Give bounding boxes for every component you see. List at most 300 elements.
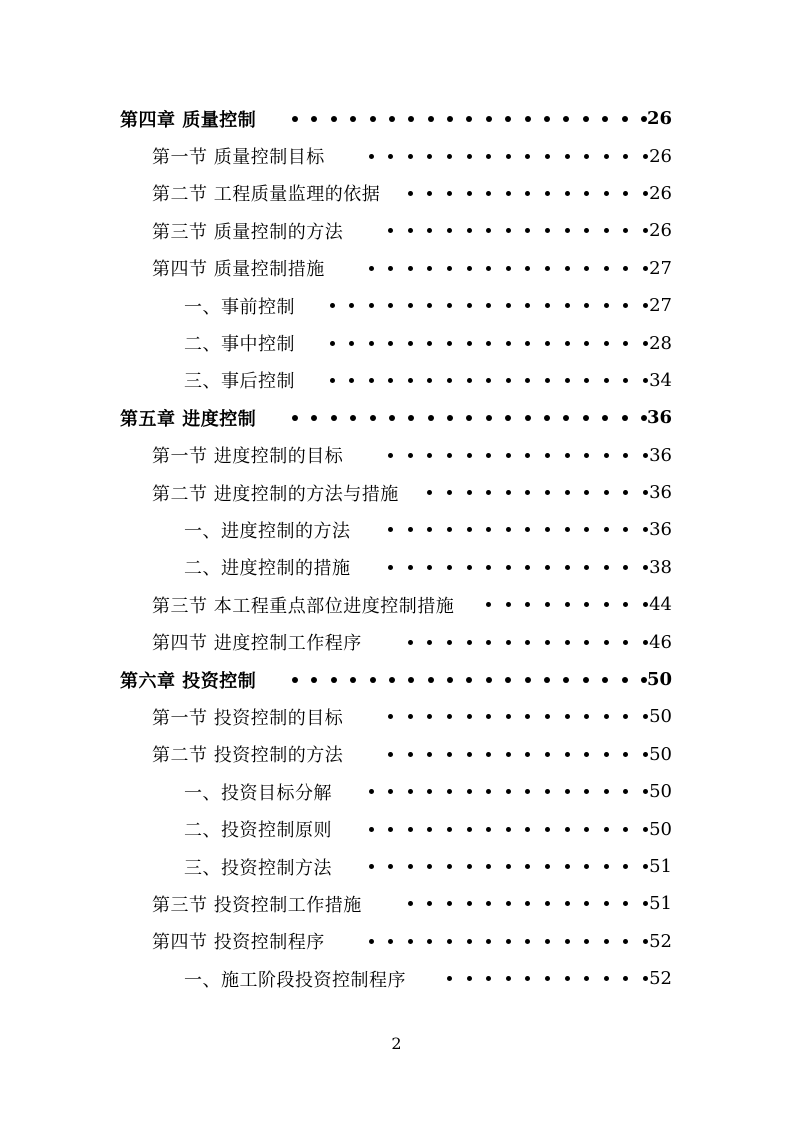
leader-dot (486, 527, 491, 532)
leader-dot (545, 901, 550, 906)
leader-dot (486, 341, 491, 346)
leader-dot (467, 565, 472, 570)
leader-dot (525, 602, 530, 607)
leader-dot (388, 228, 393, 233)
leader-dot (388, 939, 393, 944)
leader-dot (623, 154, 628, 159)
leader-dot (623, 640, 628, 645)
leader-dot (447, 527, 452, 532)
leader-dot (545, 939, 550, 944)
leader-dot (506, 752, 511, 757)
toc-entry-page-number: 51 (649, 893, 672, 915)
leader-dot (467, 976, 472, 981)
leader-dot (545, 303, 550, 308)
toc-entry-title: 第二节 进度控制的方法与措施 (152, 483, 399, 505)
leader-dot (486, 490, 491, 495)
leader-dot (506, 527, 511, 532)
leader-dot (563, 116, 569, 122)
leader-dot (545, 752, 550, 757)
leader-dot (545, 827, 550, 832)
leader-dot (563, 415, 569, 421)
toc-entry-page-number: 26 (649, 220, 672, 242)
leader-dot (408, 191, 413, 196)
leader-dot (467, 714, 472, 719)
leader-dot (427, 714, 432, 719)
leader-dot (604, 864, 609, 869)
leader-dot (545, 191, 550, 196)
leader-dot (408, 228, 413, 233)
dot-leader (337, 137, 648, 174)
leader-dot (545, 976, 550, 981)
leader-dot (447, 714, 452, 719)
leader-dot (408, 341, 413, 346)
leader-dot (350, 116, 356, 122)
toc-entry-page-number: 50 (649, 818, 672, 840)
leader-dot (408, 714, 413, 719)
toc-entry-page-number: 50 (649, 706, 672, 728)
leader-dot (447, 453, 452, 458)
leader-dot (408, 565, 413, 570)
leader-dot (292, 415, 298, 421)
leader-dot (545, 864, 550, 869)
leader-dot (466, 415, 472, 421)
leader-dot (506, 976, 511, 981)
leader-dot (369, 378, 374, 383)
toc-entry-chapter[interactable] (0, 399, 793, 436)
toc-entry-section[interactable] (0, 250, 793, 287)
toc-entry-title: 第一节 质量控制目标 (152, 147, 325, 169)
leader-dot (623, 228, 628, 233)
leader-dot (388, 527, 393, 532)
leader-dot (408, 116, 414, 122)
leader-dot (623, 752, 628, 757)
toc-entry-subsection[interactable] (0, 960, 793, 997)
leader-dot (486, 378, 491, 383)
leader-dot (584, 602, 589, 607)
leader-dot (467, 864, 472, 869)
leader-dot (525, 116, 531, 122)
leader-dot (505, 415, 511, 421)
leader-dot (447, 976, 452, 981)
leader-dot (525, 266, 530, 271)
leader-dot (486, 939, 491, 944)
leader-dot (427, 640, 432, 645)
dot-leader (363, 549, 649, 586)
leader-dot (388, 752, 393, 757)
dot-leader (374, 623, 648, 660)
leader-dot (408, 939, 413, 944)
toc-entry-subsection[interactable] (0, 362, 793, 399)
leader-dot (486, 415, 492, 421)
leader-dot (604, 341, 609, 346)
toc-entry-section[interactable] (0, 885, 793, 922)
leader-dot (428, 677, 434, 683)
leader-dot (408, 864, 413, 869)
leader-dot (565, 490, 570, 495)
leader-dot (604, 602, 609, 607)
leader-dot (447, 565, 452, 570)
toc-entry-section[interactable] (0, 437, 793, 474)
leader-dot (467, 453, 472, 458)
leader-dot (389, 116, 395, 122)
leader-dot (486, 303, 491, 308)
toc-entry-subsection[interactable] (0, 773, 793, 810)
leader-dot (486, 640, 491, 645)
leader-dot (584, 341, 589, 346)
toc-entry-section[interactable] (0, 586, 793, 623)
leader-dot (584, 228, 589, 233)
leader-dot (408, 827, 413, 832)
leader-dot (447, 378, 452, 383)
leader-dot (486, 266, 491, 271)
leader-dot (604, 714, 609, 719)
leader-dot (604, 228, 609, 233)
leader-dot (565, 789, 570, 794)
leader-dot (388, 827, 393, 832)
leader-dot (584, 640, 589, 645)
toc-entry-title: 第四节 进度控制工作程序 (152, 633, 362, 655)
toc-entry-title: 二、投资控制原则 (184, 820, 332, 842)
leader-dot (408, 378, 413, 383)
toc-entry-title: 二、进度控制的措施 (184, 558, 351, 580)
leader-dot (350, 415, 356, 421)
leader-dot (623, 378, 628, 383)
leader-dot (623, 341, 628, 346)
leader-dot (350, 677, 356, 683)
leader-dot (506, 714, 511, 719)
toc-entry-subsection[interactable] (0, 511, 793, 548)
leader-dot (545, 490, 550, 495)
leader-dot (311, 677, 317, 683)
leader-dot (525, 640, 530, 645)
dot-leader (355, 212, 648, 249)
leader-dot (506, 378, 511, 383)
toc-entry-title: 第五章 进度控制 (120, 408, 257, 430)
toc-entry-section[interactable] (0, 623, 793, 660)
leader-dot (545, 602, 550, 607)
leader-dot (623, 565, 628, 570)
dot-leader (411, 474, 648, 511)
leader-dot (545, 154, 550, 159)
dot-leader (392, 175, 648, 212)
leader-dot (525, 565, 530, 570)
toc-entry-title: 第三节 本工程重点部位进度控制措施 (152, 595, 455, 617)
toc-entry-title: 第四节 质量控制措施 (152, 259, 325, 281)
dot-leader (355, 437, 648, 474)
leader-dot (525, 789, 530, 794)
leader-dot (389, 415, 395, 421)
leader-dot (565, 901, 570, 906)
leader-dot (565, 939, 570, 944)
leader-dot (370, 116, 376, 122)
leader-dot (349, 378, 354, 383)
leader-dot (467, 752, 472, 757)
leader-dot (447, 752, 452, 757)
leader-dot (331, 677, 337, 683)
toc-entry-chapter[interactable] (0, 100, 793, 137)
leader-dot (369, 827, 374, 832)
leader-dot (369, 864, 374, 869)
leader-dot (369, 939, 374, 944)
leader-dot (545, 453, 550, 458)
leader-dot (622, 415, 628, 421)
leader-dot (408, 789, 413, 794)
leader-dot (447, 303, 452, 308)
toc-entry-title: 第二节 投资控制的方法 (152, 745, 344, 767)
leader-dot (584, 901, 589, 906)
toc-entry-title: 一、事前控制 (184, 296, 295, 318)
leader-dot (565, 752, 570, 757)
leader-dot (408, 527, 413, 532)
toc-entry-page-number: 38 (649, 556, 672, 578)
toc-entry-page-number: 28 (649, 332, 672, 354)
dot-leader (355, 736, 648, 773)
leader-dot (525, 453, 530, 458)
toc-entry-section[interactable] (0, 474, 793, 511)
leader-dot (525, 378, 530, 383)
toc-entry-title: 第四节 投资控制程序 (152, 932, 325, 954)
dot-leader (355, 698, 648, 735)
toc-entry-page-number: 36 (649, 519, 672, 541)
toc-entry-title: 三、事后控制 (184, 371, 295, 393)
toc-entry-subsection[interactable] (0, 287, 793, 324)
leader-dot (408, 901, 413, 906)
toc-entry-page-number: 50 (646, 669, 672, 691)
leader-dot (427, 154, 432, 159)
leader-dot (486, 228, 491, 233)
leader-dot (604, 191, 609, 196)
leader-dot (525, 752, 530, 757)
leader-dot (604, 640, 609, 645)
leader-dot (349, 303, 354, 308)
leader-dot (467, 266, 472, 271)
leader-dot (427, 565, 432, 570)
leader-dot (388, 303, 393, 308)
leader-dot (506, 228, 511, 233)
leader-dot (565, 303, 570, 308)
toc-entry-title: 第四章 质量控制 (120, 109, 257, 131)
leader-dot (467, 640, 472, 645)
leader-dot (447, 154, 452, 159)
leader-dot (467, 827, 472, 832)
leader-dot (427, 827, 432, 832)
leader-dot (545, 341, 550, 346)
toc-entry-page-number: 52 (649, 930, 672, 952)
toc-entry-subsection[interactable] (0, 810, 793, 847)
leader-dot (506, 303, 511, 308)
toc-entry-section[interactable] (0, 212, 793, 249)
leader-dot (525, 527, 530, 532)
leader-dot (486, 901, 491, 906)
leader-dot (506, 864, 511, 869)
leader-dot (408, 154, 413, 159)
leader-dot (506, 602, 511, 607)
leader-dot (486, 602, 491, 607)
toc-entry-page-number: 51 (649, 856, 672, 877)
leader-dot (408, 640, 413, 645)
leader-dot (623, 303, 628, 308)
leader-dot (427, 789, 432, 794)
leader-dot (388, 154, 393, 159)
leader-dot (486, 565, 491, 570)
leader-dot (604, 378, 609, 383)
leader-dot (623, 490, 628, 495)
leader-dot (584, 827, 589, 832)
leader-dot (447, 191, 452, 196)
toc-entry-section[interactable] (0, 698, 793, 735)
leader-dot (467, 191, 472, 196)
toc-entry-section[interactable] (0, 175, 793, 212)
leader-dot (466, 677, 472, 683)
leader-dot (505, 677, 511, 683)
toc-entry-subsection[interactable] (0, 324, 793, 361)
leader-dot (427, 378, 432, 383)
toc-entry-section[interactable] (0, 923, 793, 960)
leader-dot (583, 116, 589, 122)
toc-entry-title: 一、施工阶段投资控制程序 (184, 969, 406, 991)
toc-entry-subsection[interactable] (0, 549, 793, 586)
leader-dot (525, 341, 530, 346)
leader-dot (408, 677, 414, 683)
toc-entry-page-number: 34 (649, 369, 672, 391)
leader-dot (584, 565, 589, 570)
leader-dot (545, 789, 550, 794)
leader-dot (604, 789, 609, 794)
leader-dot (330, 378, 335, 383)
leader-dot (330, 303, 335, 308)
leader-dot (486, 677, 492, 683)
leader-dot (604, 490, 609, 495)
leader-dot (467, 490, 472, 495)
leader-dot (584, 714, 589, 719)
leader-dot (623, 901, 628, 906)
leader-dot (408, 752, 413, 757)
leader-dot (506, 191, 511, 196)
leader-dot (602, 677, 608, 683)
leader-dot (330, 341, 335, 346)
leader-dot (604, 527, 609, 532)
leader-dot (447, 341, 452, 346)
leader-dot (623, 827, 628, 832)
toc-entry-page-number: 26 (646, 108, 672, 130)
leader-dot (602, 415, 608, 421)
leader-dot (486, 714, 491, 719)
leader-dot (505, 116, 511, 122)
leader-dot (292, 677, 298, 683)
leader-dot (467, 939, 472, 944)
leader-dot (544, 677, 550, 683)
leader-dot (467, 378, 472, 383)
leader-dot (467, 228, 472, 233)
leader-dot (584, 976, 589, 981)
leader-dot (584, 378, 589, 383)
dot-leader (337, 923, 648, 960)
toc-entry-subsection[interactable] (0, 848, 793, 885)
leader-dot (467, 789, 472, 794)
leader-dot (584, 864, 589, 869)
leader-dot (604, 901, 609, 906)
toc-entry-section[interactable] (0, 736, 793, 773)
leader-dot (292, 116, 298, 122)
leader-dot (447, 640, 452, 645)
leader-dot (506, 453, 511, 458)
leader-dot (584, 490, 589, 495)
toc-entry-page-number: 36 (649, 482, 672, 504)
leader-dot (370, 415, 376, 421)
leader-dot (447, 901, 452, 906)
dot-leader (337, 250, 648, 287)
leader-dot (370, 677, 376, 683)
toc-entry-page-number: 50 (649, 743, 672, 765)
leader-dot (604, 266, 609, 271)
leader-dot (408, 266, 413, 271)
leader-dot (622, 116, 628, 122)
leader-dot (506, 266, 511, 271)
toc-entry-title: 第一节 进度控制的目标 (152, 446, 344, 468)
leader-dot (427, 939, 432, 944)
toc-entry-section[interactable] (0, 137, 793, 174)
leader-dot (623, 266, 628, 271)
leader-dot (565, 602, 570, 607)
leader-dot (388, 378, 393, 383)
leader-dot (584, 527, 589, 532)
leader-dot (604, 827, 609, 832)
leader-dot (565, 976, 570, 981)
leader-dot (331, 415, 337, 421)
leader-dot (525, 677, 531, 683)
leader-dot (388, 341, 393, 346)
leader-dot (427, 191, 432, 196)
leader-dot (486, 191, 491, 196)
leader-dot (565, 341, 570, 346)
leader-dot (584, 453, 589, 458)
leader-dot (623, 864, 628, 869)
leader-dot (565, 827, 570, 832)
toc-entry-title: 第二节 工程质量监理的依据 (152, 184, 381, 206)
leader-dot (525, 303, 530, 308)
leader-dot (623, 527, 628, 532)
leader-dot (604, 453, 609, 458)
leader-dot (388, 453, 393, 458)
leader-dot (388, 565, 393, 570)
leader-dot (427, 752, 432, 757)
dot-leader (307, 362, 648, 399)
leader-dot (525, 864, 530, 869)
leader-dot (467, 341, 472, 346)
leader-dot (506, 789, 511, 794)
leader-dot (565, 228, 570, 233)
dot-leader (418, 960, 648, 997)
leader-dot (544, 116, 550, 122)
leader-dot (525, 976, 530, 981)
toc-entry-chapter[interactable] (0, 661, 793, 698)
leader-dot (544, 415, 550, 421)
leader-dot (545, 714, 550, 719)
leader-dot (584, 191, 589, 196)
leader-dot (506, 939, 511, 944)
dot-leader (344, 810, 648, 847)
leader-dot (467, 527, 472, 532)
leader-dot (388, 266, 393, 271)
leader-dot (486, 752, 491, 757)
leader-dot (486, 789, 491, 794)
leader-dot (428, 415, 434, 421)
leader-dot (563, 677, 569, 683)
leader-dot (602, 116, 608, 122)
toc-entry-page-number: 36 (646, 407, 672, 429)
dot-leader (466, 586, 648, 623)
table-of-contents (0, 100, 793, 997)
